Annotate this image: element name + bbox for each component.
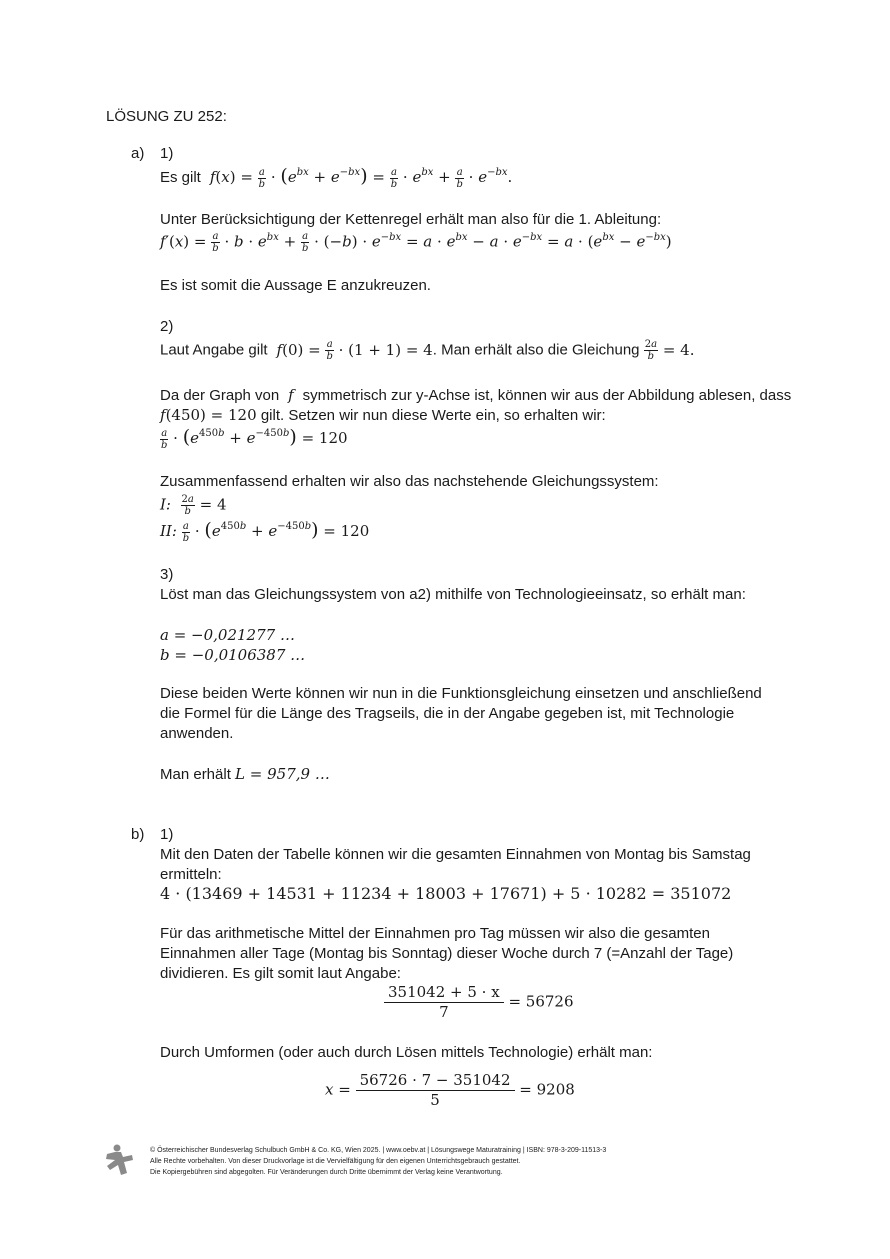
a1-derivative-formula: f′(x) = $\frac{a}{b}$ · $b \cdot e^{bx}$ + $\frac{a}{b}$ · $(-b) \cdot e^{-bx} = a \cdot e^{bx} - a \cdot e^{-bx} = a \cdot (e^{bx} - e^{-bx})$ xyxy=(160,231,672,254)
a3-description-line3: anwenden. xyxy=(160,725,234,742)
a2-system-intro: Zusammenfassend erhalten wir also das nachstehende Gleichungssystem: xyxy=(160,473,659,490)
footer-disclaimer: Die Kopiergebühren sind abgegolten. Für Veränderungen durch Dritte übernimmt der Verlag keine Verantwortung. xyxy=(150,1169,503,1176)
page-heading: LÖSUNG ZU 252: xyxy=(106,108,227,125)
b1-mean-line3: dividieren. Es gilt somit laut Angabe: xyxy=(160,965,401,982)
a1-chain-rule-intro: Unter Berücksichtigung der Kettenregel erhält man also für die 1. Ableitung: xyxy=(160,211,662,228)
b1-text-line1: Mit den Daten der Tabelle können wir die gesamten Einnahmen von Montag bis Samstag xyxy=(160,846,751,863)
part-b-label: b) xyxy=(131,826,145,843)
publisher-logo-icon xyxy=(104,1143,136,1177)
a3-value-b: b = −0,0106387 … xyxy=(160,646,306,664)
a1-function-definition: Es gilt f(x) = $\frac{a}{b}$ · $(e^{bx} + e^{-bx})$ = $\frac{a}{b}$ · $e^{bx}$ + $\frac{a}{b}$ · $e^{-bx}$. xyxy=(160,165,513,190)
a2-given-condition: Laut Angabe gilt f(0) = $\frac{a}{b}$ · (1 + 1) = 4. Man erhält also die Gleichung $\frac{2a}{b}$ = 4. xyxy=(160,339,695,362)
a3-value-a: a = −0,021277 … xyxy=(160,626,295,644)
b1-text-line2: ermitteln: xyxy=(160,866,222,883)
footer-copyright: © Österreichischer Bundesverlag Schulbuch GmbH & Co. KG, Wien 2025. | www.oebv.at | Lösungswege Maturatraining | ISBN: 978-3-209-11513-3 xyxy=(150,1147,607,1154)
a3-result: Man erhält L = 957,9 … xyxy=(160,765,330,783)
b1-number: 1) xyxy=(160,826,174,843)
a3-number: 3) xyxy=(160,566,174,583)
b1-sum-equation: 4 · (13469 + 14531 + 11234 + 18003 + 17671) + 5 · 10282 = 351072 xyxy=(160,884,732,903)
a1-conclusion: Es ist somit die Aussage E anzukreuzen. xyxy=(160,277,431,294)
b1-mean-line1: Für das arithmetische Mittel der Einnahmen pro Tag müssen wir also die gesamten xyxy=(160,925,710,942)
a2-equation-II: II: $\frac{a}{b}$ · $(e^{450b} + e^{-450b}) = 120$ xyxy=(160,519,370,544)
a2-number: 2) xyxy=(160,318,174,335)
b1-mean-equation: $\frac{351042 + 5 \cdot x}{7}$ = 56726 xyxy=(384,983,574,1022)
a3-intro: Löst man das Gleichungssystem von a2) mithilfe von Technologieeinsatz, so erhält man: xyxy=(160,586,746,603)
a1-number: 1) xyxy=(160,145,174,162)
a2-point-value: f(450) = 120 gilt. Setzen wir nun diese Werte ein, so erhalten wir: xyxy=(160,406,606,424)
a2-equation-I: I: $\frac{2a}{b}$ = 4 xyxy=(160,494,227,517)
a2-symmetry-text: Da der Graph von f symmetrisch zur y-Achse ist, können wir aus der Abbildung ablesen, dass xyxy=(160,386,792,404)
b1-solution-equation: x = $\frac{56726 \cdot 7 - 351042}{5}$ = 9208 xyxy=(325,1071,575,1109)
footer-rights: Alle Rechte vorbehalten. Von dieser Druckvorlage ist die Vervielfältigung für den eigenen Unterrichtsgebrauch gestattet. xyxy=(150,1158,521,1165)
a2-substituted-equation: $\frac{a}{b}$ · $(e^{450b} + e^{-450b}) = 120$ xyxy=(161,426,348,451)
a3-description-line1: Diese beiden Werte können wir nun in die Funktionsgleichung einsetzen und anschließend xyxy=(160,685,762,702)
b1-transform-text: Durch Umformen (oder auch durch Lösen mittels Technologie) erhält man: xyxy=(160,1044,653,1061)
b1-mean-line2: Einnahmen aller Tage (Montag bis Sonntag) dieser Woche durch 7 (=Anzahl der Tage) xyxy=(160,945,734,962)
part-a-label: a) xyxy=(131,145,145,162)
a3-description-line2: die Formel für die Länge des Tragseils, die in der Angabe gegeben ist, mit Technologie xyxy=(160,705,735,722)
